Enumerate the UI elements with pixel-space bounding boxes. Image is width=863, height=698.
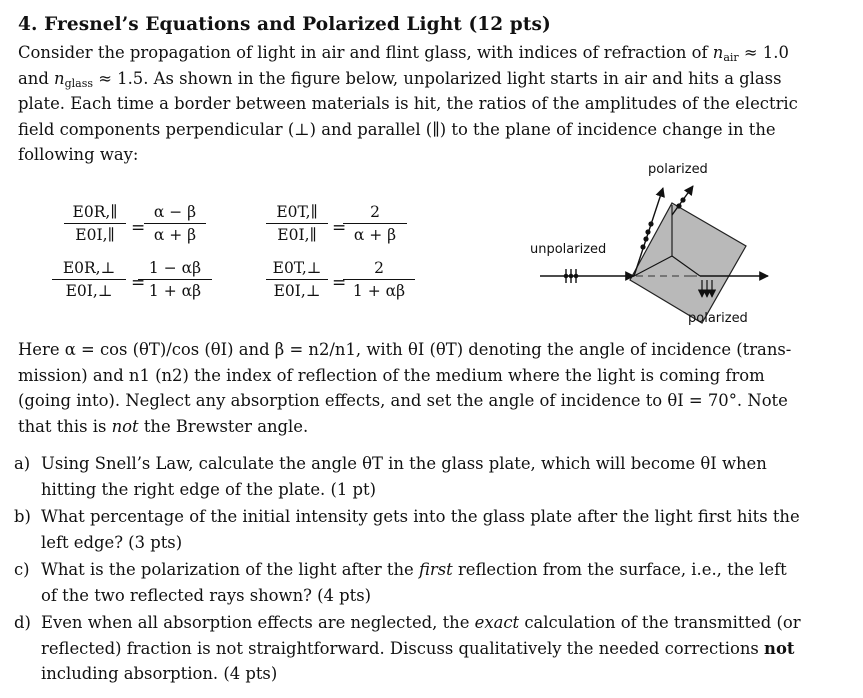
eq-r-par-equals: = xyxy=(131,218,146,238)
definitions-line-2: mission) and n1 (n2) the index of reflection of the medium where the light is coming from xyxy=(18,365,765,385)
question-b: b) What percentage of the initial intensity gets into the glass plate after the light first hits the left edge? (3 pts) xyxy=(14,504,850,555)
problem-number: 4. xyxy=(18,14,38,35)
question-c: c) What is the polarization of the light after the first reflection from the surface, i.e., the left of the two reflected rays shown? (4 pts) xyxy=(14,557,850,608)
question-d: d) Even when all absorption effects are neglected, the exact calculation of the transmitted (or reflected) fraction is not straightforward. Discuss qualitatively the needed corrections not including absorption. (4 pts) xyxy=(14,610,850,687)
intro-line-2: and $n_{glass} \approx 1.5$. As shown in the figure below, unpolarized light starts in air and hits a glass xyxy=(18,68,782,90)
intro-line-3: plate. Each time a border between materials is hit, the ratios of the amplitudes of the electric xyxy=(18,94,798,113)
question-c-label: c) xyxy=(14,560,30,579)
label-polarized-top: polarized xyxy=(648,162,708,177)
question-a-label: a) xyxy=(14,454,31,473)
glass-plate xyxy=(630,203,746,323)
eq-t-par-equals: = xyxy=(332,218,347,238)
eq-t-perp-rhs: $\frac{2}{1 + \alpha\beta}$ xyxy=(343,259,415,300)
definitions-line-4: that this is not the Brewster angle. xyxy=(18,416,309,436)
definitions-line-1: Here α = cos (θT)/cos (θI) and β = n2/n1, with θI (θT) denoting the angle of incidence (trans- xyxy=(18,340,792,359)
intro-line-5: following way: xyxy=(18,145,139,164)
eq-t-perp-lhs: $\frac{E0T,\perp}{E0I,\perp}$ xyxy=(266,259,328,300)
eq-r-par-lhs: $\frac{E0R,\parallel}{E0I,\parallel}$ xyxy=(64,203,126,244)
eq-r-perp-rhs: $\frac{1 - \alpha\beta}{1 + \alpha\beta}$ xyxy=(138,259,212,300)
eq-t-perp-equals: = xyxy=(332,273,347,293)
intro-line-4: field components perpendicular (⊥) and parallel (∥) to the plane of incidence change in the xyxy=(18,119,776,139)
label-unpolarized: unpolarized xyxy=(530,242,607,257)
intro-line-1: Consider the propagation of light in air and flint glass, with indices of refraction of $n_{air} \approx 1.0$ xyxy=(18,43,789,64)
question-b-label: b) xyxy=(14,507,31,526)
eq-r-perp-lhs: $\frac{E0R,\perp}{E0I,\perp}$ xyxy=(52,259,126,300)
question-a: a) Using Snell’s Law, calculate the angle θT in the glass plate, which will become θI when hitting the right edge of the plate. (1 pt) xyxy=(14,451,850,502)
question-list xyxy=(14,451,850,689)
definitions-paragraph xyxy=(18,337,848,439)
definitions-line-3: (going into). Neglect any absorption effects, and set the angle of incidence to θI = 70°. Note xyxy=(18,391,788,410)
label-polarized-bottom: polarized xyxy=(688,311,748,326)
eq-t-par-rhs: $\frac{2}{\alpha + \beta}$ xyxy=(343,203,407,244)
question-d-label: d) xyxy=(14,613,31,632)
eq-t-par-lhs: $\frac{E0T,\parallel}{E0I,\parallel}$ xyxy=(266,203,328,244)
eq-r-perp-equals: = xyxy=(131,273,146,293)
problem-title-text: Fresnel’s Equations and Polarized Light (12 pts) xyxy=(44,14,551,35)
unpolarized-ticks xyxy=(564,269,577,283)
eq-r-par-rhs: $\frac{\alpha - \beta}{\alpha + \beta}$ xyxy=(144,203,206,244)
